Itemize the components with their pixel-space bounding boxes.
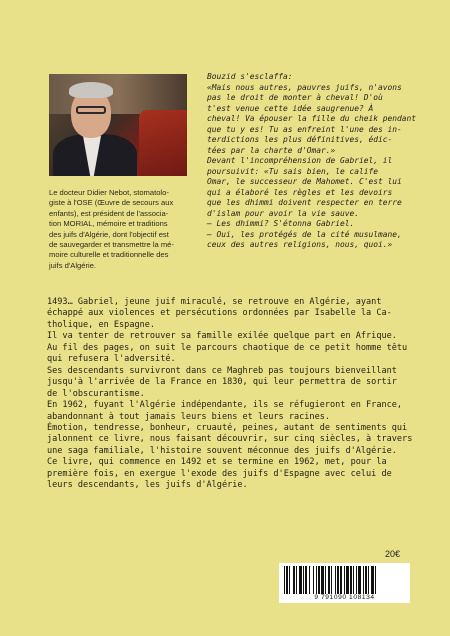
barcode-bar <box>368 566 369 594</box>
author-photo <box>49 74 187 176</box>
synopsis-line: jalonnent ce livre, nous faisant découvrir, sur cinq siècles, à travers <box>47 434 413 445</box>
barcode-bar <box>296 566 297 594</box>
synopsis-line: qui refusera l'adversité. <box>47 354 176 365</box>
barcode-bar <box>293 566 295 594</box>
synopsis-line: de l'obscurantisme. <box>47 388 145 399</box>
synopsis-line: une saga familiale, l'histoire souvent méconnue des juifs d'Algérie. <box>47 445 397 456</box>
barcode-bar <box>289 566 290 594</box>
synopsis-line: En 1962, fuyant l'Algérie indépendante, ils se réfugieront en France, <box>47 400 403 411</box>
synopsis-line: première fois, en exergue l'exode des juifs d'Espagne avec celui de <box>47 468 392 479</box>
author-caption <box>49 188 189 271</box>
caption-line: enfants), est président de l'associa- <box>49 208 169 218</box>
barcode-bar <box>299 566 302 594</box>
barcode-bar <box>286 566 288 594</box>
barcode-bar <box>337 566 339 594</box>
barcode-bar <box>356 566 357 594</box>
barcode-bar <box>303 566 304 594</box>
synopsis-line: Émotion, tendresse, bonheur, cruauté, peines, autant de sentiments qui <box>47 422 408 433</box>
barcode-bar <box>331 566 332 594</box>
quote-line: cheval! Va épouser la fille du cheik pendant <box>207 114 417 123</box>
synopsis-line: abandonnant à tout jamais leurs biens et leurs racines. <box>47 411 331 422</box>
quote-line: Bouzid s'esclaffa: <box>207 72 293 81</box>
synopsis-line: Il va tenter de retrouver sa famille exilée quelque part en Afrique. <box>47 331 397 342</box>
caption-line: Le docteur Didier Nebot, stomatolo- <box>49 188 169 197</box>
quote-line: terdictions les plus définitives, édic- <box>207 135 393 144</box>
barcode-bar <box>313 566 314 594</box>
barcode-bar <box>325 566 326 594</box>
synopsis-line: leurs descendants, les juifs d'Algérie. <box>47 480 248 491</box>
barcode-bar <box>365 566 367 594</box>
caption-line: tion MORIAL, mémoire et traditions <box>49 219 168 229</box>
barcode-bar <box>316 566 317 594</box>
synopsis-line: 1493… Gabriel, jeune juif miraculé, se retrouve en Algérie, ayant <box>47 297 382 307</box>
synopsis-text <box>47 297 413 492</box>
barcode-bar <box>358 566 361 594</box>
quote-line: tées par la charte d'Omar.» <box>207 145 336 155</box>
barcode-bar <box>335 566 336 594</box>
synopsis-line: Ce livre, qui commence en 1492 et se termine en 1962, met, pour la <box>47 457 387 468</box>
barcode-bar <box>305 566 307 594</box>
caption-line: de sauvegarder et transmettre la mé- <box>49 240 174 250</box>
caption-line: des juifs d'Algérie, dont l'objectif est <box>49 229 169 239</box>
barcode-bar <box>353 566 354 594</box>
barcode-bar <box>363 566 364 594</box>
quote-line: poursuivit: «Tu sais bien, le calife <box>207 166 379 176</box>
barcode-bar <box>321 566 324 594</box>
synopsis-line: Ses descendants survivront dans ce Maghreb pas toujours bienveillant <box>47 365 397 376</box>
synopsis-line: jusqu'à l'arrivée de la France en 1830, qui leur permettra de sortir <box>47 377 397 388</box>
quote-line: que les dhimmi doivent respecter en terre <box>207 198 402 207</box>
quote-line: que tu y es! Tu as enfreint l'une des in- <box>207 124 402 134</box>
barcode-bar <box>328 566 330 594</box>
synopsis-line: échappé aux violences et persécutions ordonnées par Isabelle la Ca- <box>47 308 392 319</box>
quote-line: – Oui, les protégés de la cité musulmane, <box>207 229 402 239</box>
barcode-bar <box>344 566 345 594</box>
barcode-bar <box>284 566 285 594</box>
barcode-bar <box>346 566 349 594</box>
caption-line: juifs d'Algérie. <box>49 260 97 270</box>
quote-line: Omar, le successeur de Mahomet. C'est lui <box>207 177 402 186</box>
price-label: 20€ <box>385 549 401 559</box>
barcode-bar <box>309 566 310 594</box>
quote-line: ceux des autres religions, nous, quoi.» <box>207 240 393 249</box>
barcode-bar <box>350 566 352 594</box>
caption-line: moire culturelle et traditionnelle des <box>49 250 169 260</box>
barcode-bar <box>340 566 342 594</box>
quote-line: d'islam pour avoir la vie sauve. <box>207 208 360 218</box>
quote-line: qui a élaboré les règles et les devoirs <box>207 187 393 197</box>
quote-line: Devant l'incompréhension de Gabriel, il <box>207 156 393 165</box>
barcode-bar <box>371 566 374 594</box>
barcode-bar <box>375 566 376 594</box>
synopsis-line: Au fil des pages, on suit le parcours chaotique de ce petit homme têtu <box>47 342 408 353</box>
barcode-bars <box>284 566 405 594</box>
excerpt-quote <box>207 72 417 251</box>
isbn-barcode <box>279 563 410 603</box>
quote-line: – Les dhimmi? S'étonna Gabriel. <box>207 219 355 228</box>
quote-line: «Mais nous autres, pauvres juifs, n'avons <box>207 82 402 92</box>
caption-line: giste à l'OSE (Œuvre de secours aux <box>49 198 174 208</box>
isbn-number: 9 791090 108134 <box>314 594 375 601</box>
barcode-bar <box>318 566 320 594</box>
quote-line: t'est venue cette idée saugrenue? À <box>207 103 374 113</box>
synopsis-line: tholique, en Espagne. <box>47 319 156 330</box>
quote-line: pas le droit de monter à cheval! D'où <box>207 93 383 102</box>
